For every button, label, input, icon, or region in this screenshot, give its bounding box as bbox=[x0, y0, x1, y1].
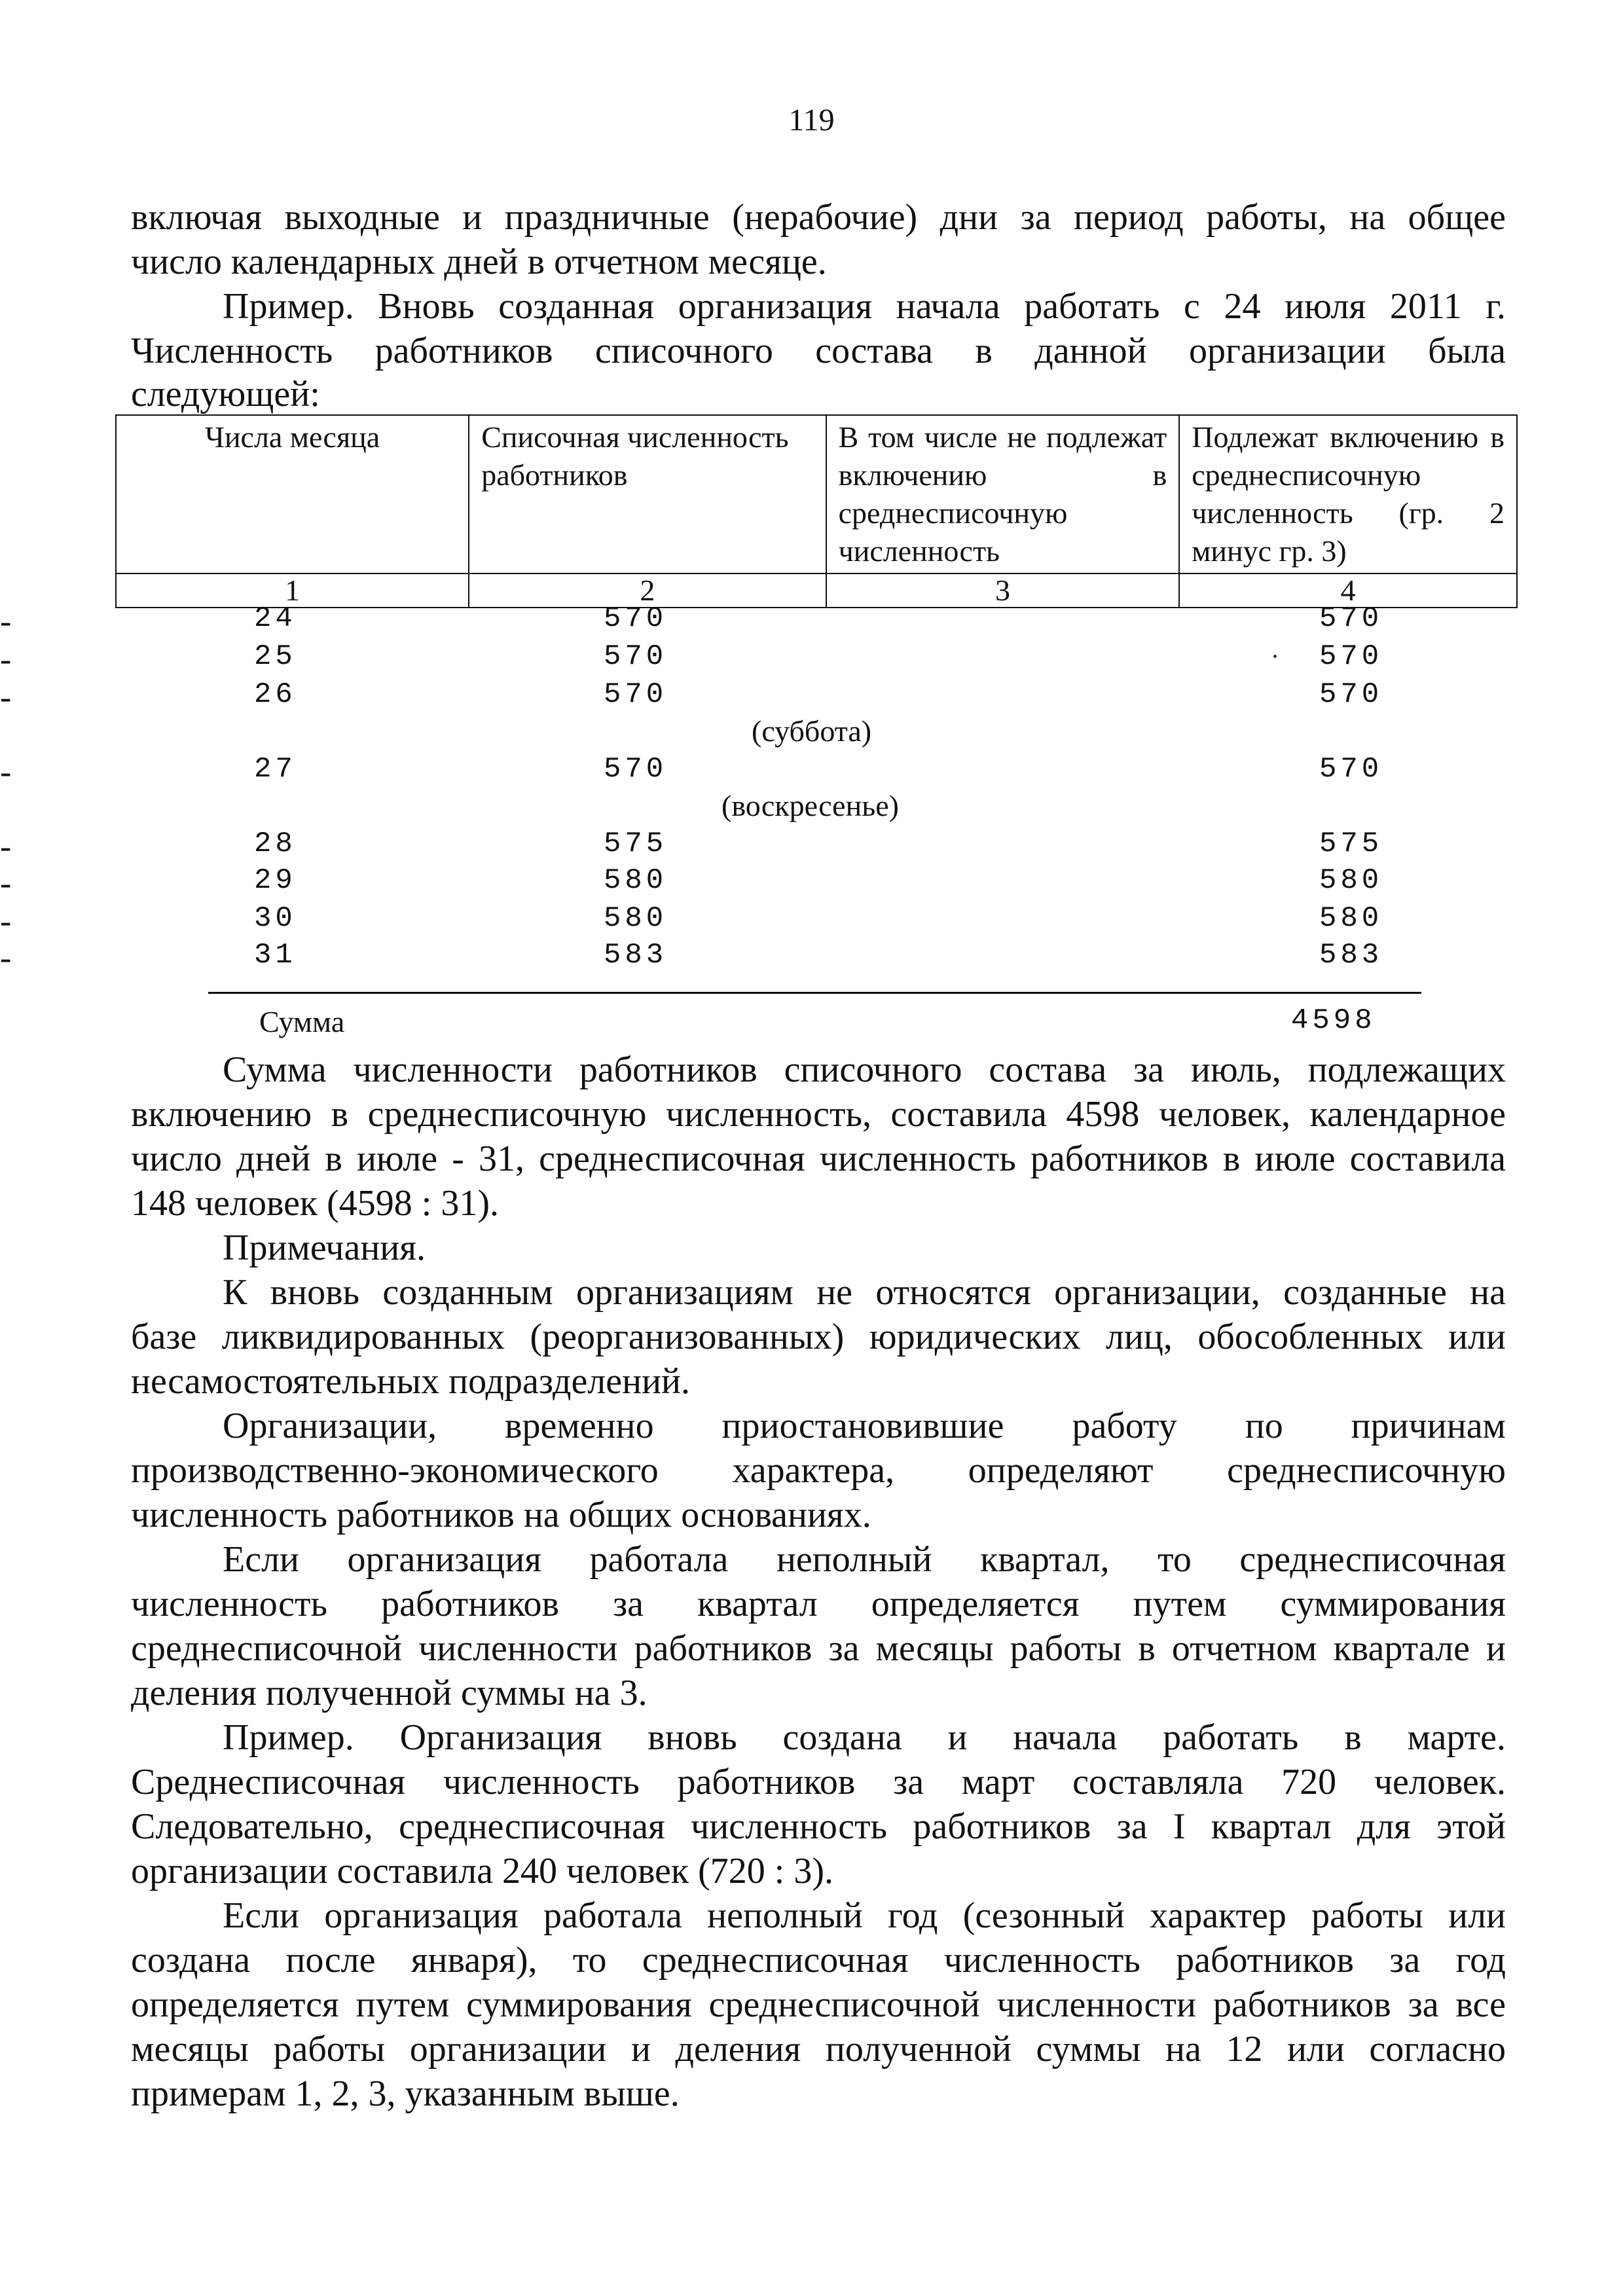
table-row bbox=[0, 864, 1383, 902]
page-number: 119 bbox=[788, 103, 835, 137]
table-row bbox=[0, 678, 1383, 716]
header-excluded: В том числе не подлежат включению в среднесписочную численность bbox=[826, 415, 1180, 574]
cell-excluded: - bbox=[0, 754, 12, 791]
example-2-line: Среднесписочная численность работников за март составляла 720 человек. bbox=[131, 1762, 1506, 1802]
cell-excluded: - bbox=[0, 828, 12, 866]
example-2-line: Следовательно, среднесписочная численность работников за I квартал для этой bbox=[131, 1806, 1506, 1847]
note-3-line: Если организация работала неполный квартал, то среднесписочная bbox=[223, 1539, 1506, 1580]
example-line-2: Численность работников списочного состава в данной организации была bbox=[131, 331, 1506, 371]
cell-excluded: - bbox=[0, 939, 12, 977]
cell-included: 570 bbox=[1319, 602, 1383, 635]
note-5-line: создана после января), то среднесписочная численность работников за год bbox=[131, 1940, 1506, 1980]
note-3-line: деления полученной суммы на 3. bbox=[131, 1673, 647, 1713]
cell-list: 580 bbox=[604, 864, 668, 897]
cell-included: 580 bbox=[1319, 902, 1383, 935]
table-row bbox=[0, 828, 1383, 866]
note-2-line: Организации, временно приостановившие работу по причинам bbox=[223, 1406, 1506, 1446]
note-5-line: определяется путем суммирования среднесписочной численности работников за все bbox=[131, 1984, 1506, 2025]
scan-dot bbox=[1273, 655, 1277, 658]
weekday-note-sunday: (воскресенье) bbox=[721, 789, 899, 822]
table-row bbox=[0, 902, 1383, 940]
sum-text-line: включению в среднесписочную численность, составила 4598 человек, календарное bbox=[131, 1094, 1506, 1135]
cell-day: 31 bbox=[254, 939, 297, 972]
sum-label: Сумма bbox=[259, 1005, 345, 1038]
cell-excluded: - bbox=[0, 903, 12, 940]
cell-included: 570 bbox=[1319, 753, 1383, 786]
cell-list: 575 bbox=[604, 828, 668, 860]
note-5-line: примерам 1, 2, 3, указанным выше. bbox=[131, 2073, 680, 2114]
table-header-row bbox=[116, 415, 1517, 574]
header-day: Числа месяца bbox=[116, 415, 469, 574]
note-1-line: несамостоятельных подразделений. bbox=[131, 1361, 690, 1402]
example-line-1: Пример. Вновь созданная организация начала работать с 24 июля 2011 г. bbox=[223, 286, 1506, 327]
note-3-line: численность работников за квартал определяется путем суммирования bbox=[131, 1584, 1506, 1624]
intro-line-1: включая выходные и праздничные (нерабочие) дни за период работы, на общее bbox=[131, 197, 1506, 238]
cell-day: 24 bbox=[254, 602, 297, 635]
column-numbers-row bbox=[116, 574, 1517, 608]
note-3-line: среднесписочной численности работников за месяцы работы в отчетном квартале и bbox=[131, 1628, 1506, 1669]
cell-excluded: - bbox=[0, 603, 12, 640]
note-1-line: К вновь созданным организациям не относятся организации, созданные на bbox=[223, 1272, 1506, 1313]
header-list-count: Списочная численность работников bbox=[469, 415, 826, 574]
table-row bbox=[0, 753, 1383, 791]
cell-day: 30 bbox=[254, 902, 297, 935]
column-number: 2 bbox=[469, 574, 826, 608]
cell-day: 27 bbox=[254, 753, 297, 786]
sum-value: 4598 bbox=[1291, 1004, 1376, 1037]
example-2-line: организации составила 240 человек (720 : 3). bbox=[131, 1851, 833, 1891]
headcount-table-header bbox=[115, 414, 1518, 608]
cell-day: 26 bbox=[254, 678, 297, 711]
note-1-line: базе ликвидированных (реорганизованных) юридических лиц, обособленных или bbox=[131, 1317, 1506, 1357]
cell-excluded: - bbox=[0, 679, 12, 716]
column-number: 1 bbox=[116, 574, 469, 608]
weekday-note-saturday: (суббота) bbox=[752, 714, 872, 748]
sum-divider bbox=[208, 992, 1421, 994]
cell-included: 583 bbox=[1319, 939, 1383, 972]
cell-list: 570 bbox=[604, 602, 668, 635]
cell-list: 570 bbox=[604, 640, 668, 673]
table-row bbox=[0, 939, 1383, 977]
cell-included: 575 bbox=[1319, 828, 1383, 860]
sum-text-line: Сумма численности работников списочного состава за июль, подлежащих bbox=[223, 1049, 1506, 1090]
column-number: 4 bbox=[1179, 574, 1517, 608]
example-line-3: следующей: bbox=[131, 374, 320, 414]
cell-included: 580 bbox=[1319, 864, 1383, 897]
example-2-line: Пример. Организация вновь создана и начала работать в марте. bbox=[223, 1717, 1506, 1758]
cell-day: 28 bbox=[254, 828, 297, 860]
notes-heading: Примечания. bbox=[223, 1228, 426, 1268]
table-row bbox=[0, 602, 1383, 640]
note-5-line: Если организация работала неполный год (сезонный характер работы или bbox=[223, 1895, 1506, 1936]
intro-line-2: число календарных дней в отчетном месяце. bbox=[131, 242, 827, 282]
cell-list: 570 bbox=[604, 753, 668, 786]
cell-day: 29 bbox=[254, 864, 297, 897]
note-2-line: численность работников на общих основаниях. bbox=[131, 1495, 871, 1535]
note-2-line: производственно-экономического характера, определяют среднесписочную bbox=[131, 1450, 1506, 1491]
cell-excluded: - bbox=[0, 865, 12, 902]
column-number: 3 bbox=[826, 574, 1180, 608]
cell-excluded: - bbox=[0, 641, 12, 678]
table-row bbox=[0, 640, 1383, 678]
cell-included: 570 bbox=[1319, 678, 1383, 711]
cell-list: 583 bbox=[604, 939, 668, 972]
sum-text-line: число дней в июле - 31, среднесписочная численность работников в июле составила bbox=[131, 1139, 1506, 1179]
note-5-line: месяцы работы организации и деления полученной суммы на 12 или согласно bbox=[131, 2029, 1506, 2069]
cell-list: 580 bbox=[604, 902, 668, 935]
sum-text-line: 148 человек (4598 : 31). bbox=[131, 1183, 499, 1224]
cell-included: 570 bbox=[1319, 640, 1383, 673]
header-included: Подлежат включению в среднесписочную численность (гр. 2 минус гр. 3) bbox=[1179, 415, 1517, 574]
cell-list: 570 bbox=[604, 678, 668, 711]
cell-day: 25 bbox=[254, 640, 297, 673]
